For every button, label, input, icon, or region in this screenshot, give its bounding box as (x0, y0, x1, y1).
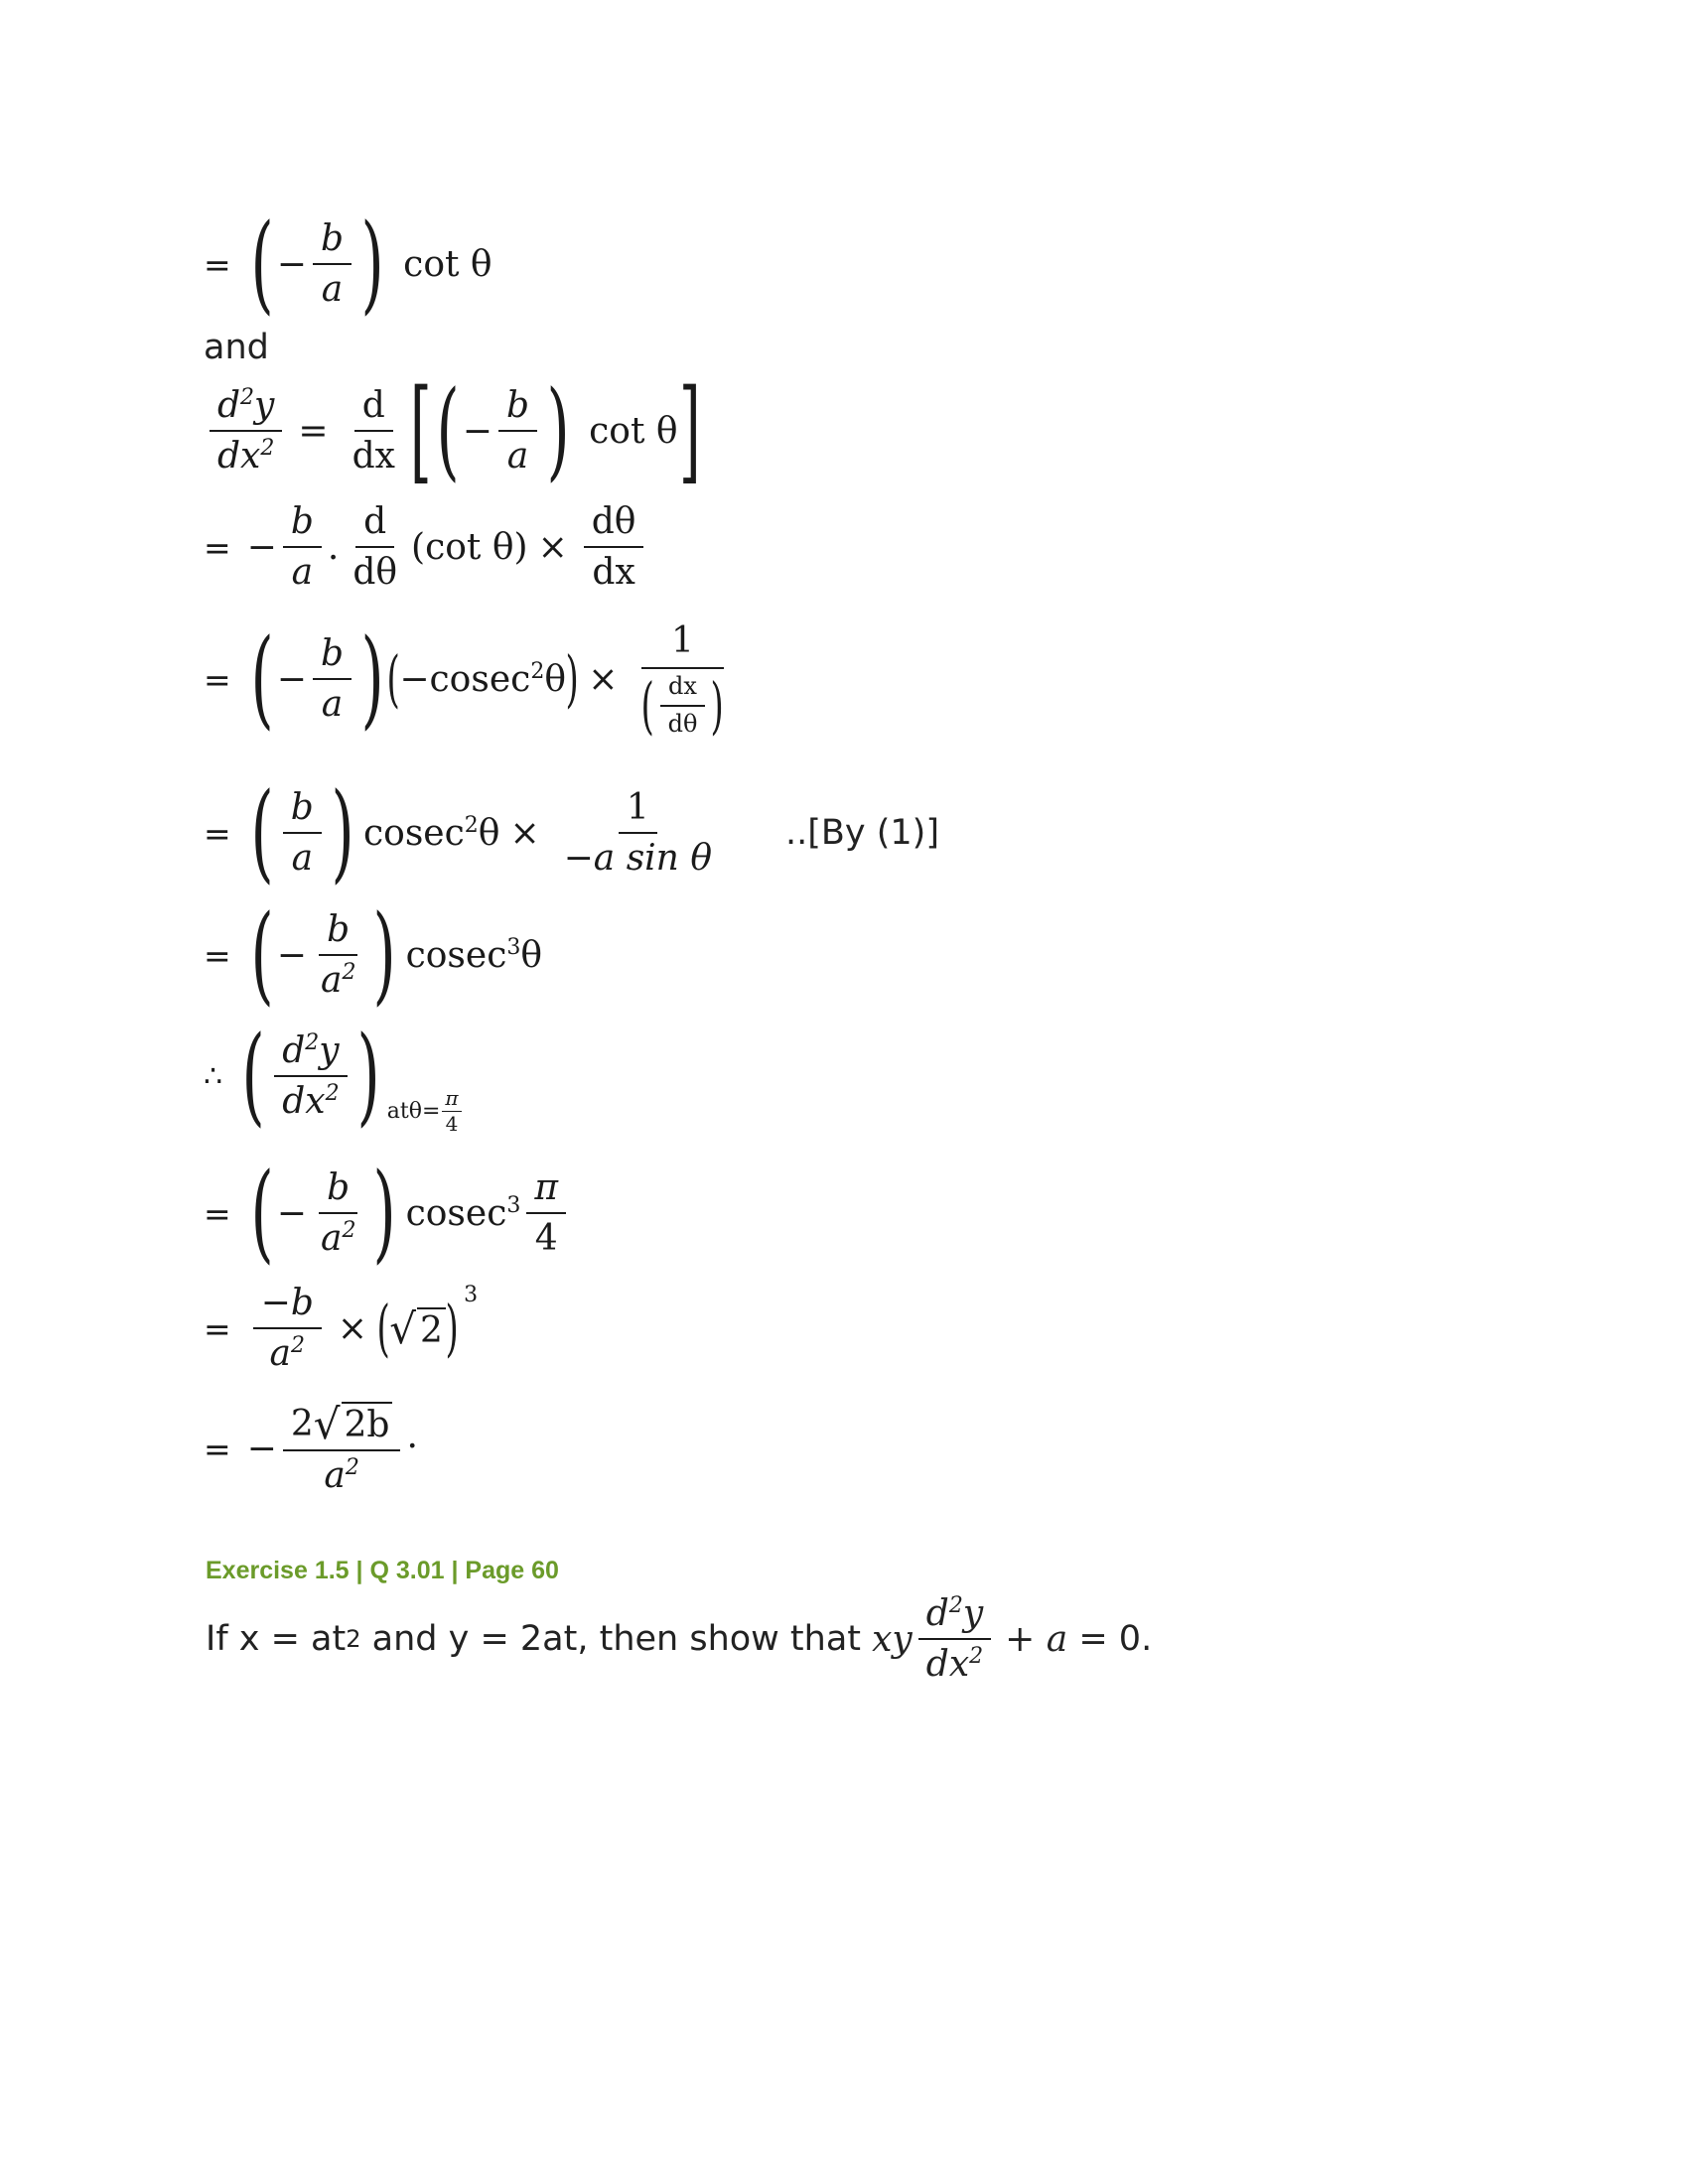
sqrt-two: √ 2 (389, 1307, 446, 1351)
equals-sign: = (298, 410, 329, 452)
fraction-d-dx: $\frac{d}{dx}$ (352, 384, 395, 477)
evaluation-subscript: atθ= $\frac{\pi}{4}$ (387, 1087, 464, 1136)
step-3: = − $\frac{b}{a}$ . $\frac{d}{d\theta}$ (cot θ) × $\frac{d\theta}{dx}$ (204, 501, 649, 594)
cot-theta-paren: (cot θ) (411, 526, 528, 568)
fraction-d2y-dx2: $\frac{d^2y}{dx^2}$ (210, 385, 282, 478)
equals-sign: = (204, 244, 231, 284)
fraction-pi-over-4: $\frac{\pi}{4}$ (526, 1167, 566, 1260)
step-2: $\frac{d^2y}{dx^2}$ = $\frac{d}{dx}$ [ ( − $\frac{b}{a}$ ) cot θ ] (204, 375, 701, 486)
fraction-b-over-a: $\frac{b}{a}$ (283, 501, 322, 594)
exercise-label: Exercise 1.5 | Q 3.01 | Page 60 (206, 1557, 559, 1584)
fraction-d-dtheta: $\frac{d}{d\theta}$ (352, 501, 398, 594)
reference-by-1: ..[By (1)] (785, 813, 939, 853)
step-9: = $\frac{-b}{a^2}$ × ( √ 2 ) 3 (204, 1283, 479, 1375)
fraction-dtheta-dx: $\frac{d\theta}{dx}$ (584, 501, 644, 594)
fraction-d2y-dx2: $\frac{d^2y}{dx^2}$ (918, 1593, 991, 1686)
step-6: = ( − $\frac{b}{a^2}$ ) cosec$^3$θ (204, 892, 543, 1017)
question-text: If x = at 2 and y = 2at, then show that xy $\frac{d^2y}{dx^2}$ + a = 0. (206, 1593, 1153, 1686)
cot-theta: cot θ (403, 243, 492, 285)
fraction-one-over-dx-dtheta: 1 ( $\frac{dx}{d\theta}$ ) (640, 620, 725, 742)
fraction-b-over-a: $\frac{b}{a}$ (498, 385, 537, 478)
step-7: ∴ ( $\frac{d^2y}{dx^2}$ ) atθ= $\frac{\pi}{4}$ (204, 1023, 464, 1130)
step-8: = ( − $\frac{b}{a^2}$ ) cosec$^3$ $\frac{\pi}{4}$ (204, 1160, 572, 1267)
step-1: = ( − $\frac{b}{a}$ ) cot θ (204, 202, 492, 326)
minus-sign: − (276, 243, 307, 285)
fraction-neg-b-over-a2: $\frac{-b}{a^2}$ (253, 1283, 322, 1375)
step-5: = ( $\frac{b}{a}$ ) cosec$^2$θ × $\frac{1}{\text{−a sin θ}}$ ..[By (1)] (204, 770, 939, 894)
and-text: and (204, 328, 269, 367)
fraction-one-over-neg-a-sin: $\frac{1}{\text{−a sin θ}}$ (563, 786, 712, 879)
step-4: = ( − $\frac{b}{a}$ ) ( −cosec$^2$θ ) × 1 ( $\frac{dx}{d\theta}$ ) (204, 620, 738, 739)
step-10: = − 2 √ 2b $a^2$ . (204, 1399, 418, 1496)
therefore-sign: ∴ (204, 1058, 223, 1094)
fraction-b-over-a: $\frac{b}{a}$ (313, 218, 352, 311)
fraction-2sqrt2b-over-a2: 2 √ 2b $a^2$ (283, 1402, 401, 1496)
